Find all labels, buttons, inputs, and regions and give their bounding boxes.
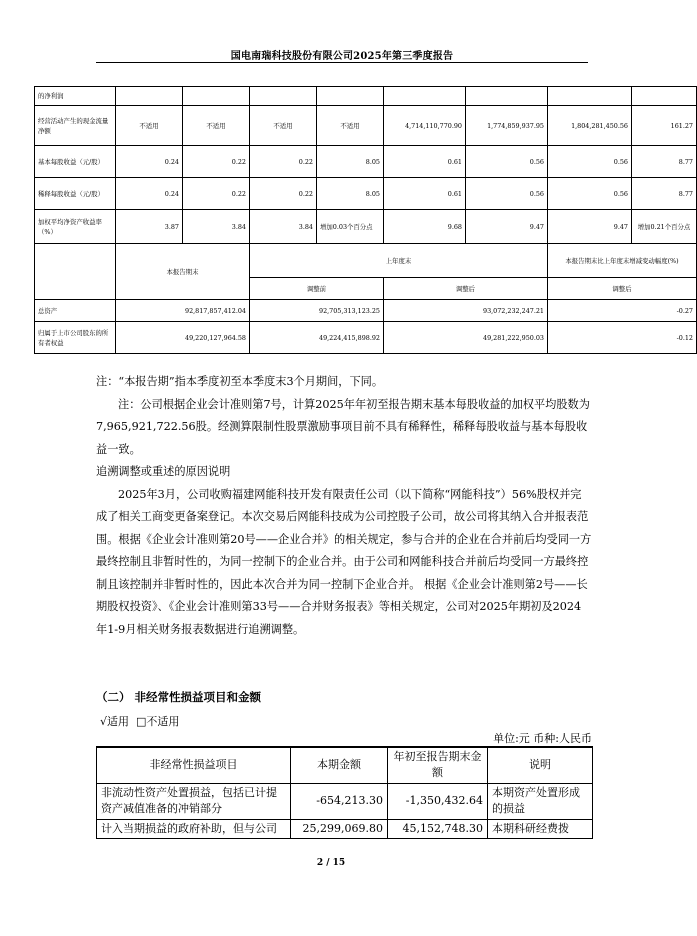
row-note: 本期资产处置形成的损益	[488, 783, 593, 819]
cell: 3.84	[183, 210, 250, 244]
table-row	[35, 322, 697, 354]
financial-indicators-table	[34, 86, 697, 354]
cell: 0.24	[116, 178, 183, 210]
cell: 49,281,222,950.03	[384, 322, 548, 354]
cell: 不适用	[250, 106, 317, 146]
cell: 92,705,313,123.25	[250, 300, 384, 322]
row-label: 总资产	[35, 300, 116, 322]
table-row	[35, 178, 697, 210]
header-item: 非经常性损益项目	[97, 747, 291, 783]
restatement-reason-body: 2025年3月，公司收购福建网能科技开发有限责任公司（以下简称“网能科技”）56%股权并完成了相关工商变更备案登记。本次交易后网能科技成为公司控股子公司，故公司将其纳入合并报表范围。根据《企业会计准则第20号——企业合并》的相关规定，参与合并的企业在合并前后均受同一方最终控制且非暂时性的，为同一控制下的企业合并。由于公司和网能科技合并前后均受同一方最终控制且该控制并非暂时性的，因此本次合并为同一控制下企业合并。 根据《企业会计准则第2号——长期股权投资》、《企业会计准则第33号——合并财务报表》等相关规定，公司对2025年期初及2024年1-9月相关财务报表数据进行追溯调整。	[96, 487, 592, 636]
applicability-options	[100, 713, 179, 729]
restatement-reason-title: 追溯调整或重述的原因说明	[96, 465, 231, 478]
cell: 49,220,127,964.58	[116, 322, 250, 354]
cell: 0.22	[250, 178, 317, 210]
cell: 0.56	[548, 146, 632, 178]
header-rule	[96, 62, 588, 63]
table-row	[35, 106, 697, 146]
page-number: 2 / 15	[316, 858, 346, 868]
cell: 增加0.03个百分点	[317, 210, 384, 244]
after-adjust-header: 调整后	[384, 278, 548, 300]
row-label: 基本每股收益（元/股）	[35, 146, 116, 178]
cell: 8.05	[317, 178, 384, 210]
cell: 161.27	[632, 106, 697, 146]
row-label: 加权平均净资产收益率（%）	[35, 210, 116, 244]
notes-block	[96, 371, 592, 641]
header-ytd: 年初至报告期末金额	[388, 747, 488, 783]
cell: 0.56	[466, 178, 548, 210]
cell: 1,774,859,937.95	[466, 106, 548, 146]
cell: 8.05	[317, 146, 384, 178]
cell: 0.61	[384, 146, 466, 178]
cell: 增加0.21个百分点	[632, 210, 697, 244]
note-eps-calculation: 注：公司根据企业会计准则第7号，计算2025年年初至报告期末基本每股收益的加权平均股数为7,965,921,722.56股。经测算限制性股票激励事项目前不具有稀释性，稀释每股收益与基本每股收益一致。	[96, 397, 590, 456]
table-row	[97, 783, 593, 819]
cell: 不适用	[116, 106, 183, 146]
cell: 93,072,232,247.21	[384, 300, 548, 322]
unit-currency-label: 单位:元 币种:人民币	[493, 732, 592, 745]
cell: 3.84	[250, 210, 317, 244]
row-ytd: 45,152,748.30	[388, 819, 488, 838]
current-period-end-header: 本报告期末	[116, 244, 250, 300]
table-row	[35, 300, 697, 322]
before-adjust-header: 调整前	[250, 278, 384, 300]
note-reporting-period: 注：“本报告期”指本季度初至本季度末3个月期间，下同。	[96, 375, 384, 388]
cell: 0.56	[548, 178, 632, 210]
cell: 92,817,857,412.04	[116, 300, 250, 322]
cell: 3.87	[116, 210, 183, 244]
table-row	[35, 210, 697, 244]
cell: 0.22	[183, 146, 250, 178]
row-label: 归属于上市公司股东的所有者权益	[35, 322, 116, 354]
section-title: （二） 非经常性损益项目和金额	[96, 690, 262, 704]
row-ytd: -1,350,432.64	[388, 783, 488, 819]
row-current: 25,299,069.80	[291, 819, 388, 838]
cell: 9.68	[384, 210, 466, 244]
header-note: 说明	[488, 747, 593, 783]
continued-row-label: 的净利润	[35, 87, 116, 106]
cell: 不适用	[317, 106, 384, 146]
cell: 49,224,415,898.92	[250, 322, 384, 354]
cell: 不适用	[183, 106, 250, 146]
cell: 9.47	[466, 210, 548, 244]
after-adjust-header-2: 调整后	[548, 278, 697, 300]
table-row	[35, 146, 697, 178]
cell: 0.22	[183, 178, 250, 210]
cell: 0.56	[466, 146, 548, 178]
table-row	[97, 819, 593, 838]
cell: -0.27	[548, 300, 697, 322]
cell: 9.47	[548, 210, 632, 244]
cell: 8.77	[632, 146, 697, 178]
cell: 0.24	[116, 146, 183, 178]
cell: 0.61	[384, 178, 466, 210]
cell: 1,804,281,450.56	[548, 106, 632, 146]
header-current: 本期金额	[291, 747, 388, 783]
row-current: -654,213.30	[291, 783, 388, 819]
applicable-checkbox: √适用	[100, 715, 130, 728]
not-applicable-checkbox: □不适用	[136, 715, 180, 728]
cell: 0.22	[250, 146, 317, 178]
page-header-title: 国电南瑞科技股份有限公司2025年第三季度报告	[230, 51, 454, 62]
row-item: 非流动性资产处置损益，包括已计提资产减值准备的冲销部分	[97, 783, 291, 819]
row-label: 稀释每股收益（元/股）	[35, 178, 116, 210]
cell: 4,714,110,770.90	[384, 106, 466, 146]
row-note: 本期科研经费拨	[488, 819, 593, 838]
row-label: 经营活动产生的现金流量净额	[35, 106, 116, 146]
change-header: 本报告期末比上年度末增减变动幅度(%)	[548, 244, 697, 278]
row-item: 计入当期损益的政府补助，但与公司	[97, 819, 291, 838]
cell: -0.12	[548, 322, 697, 354]
cell: 8.77	[632, 178, 697, 210]
last-year-end-header: 上年度末	[250, 244, 548, 278]
non-recurring-items-table	[96, 746, 593, 839]
